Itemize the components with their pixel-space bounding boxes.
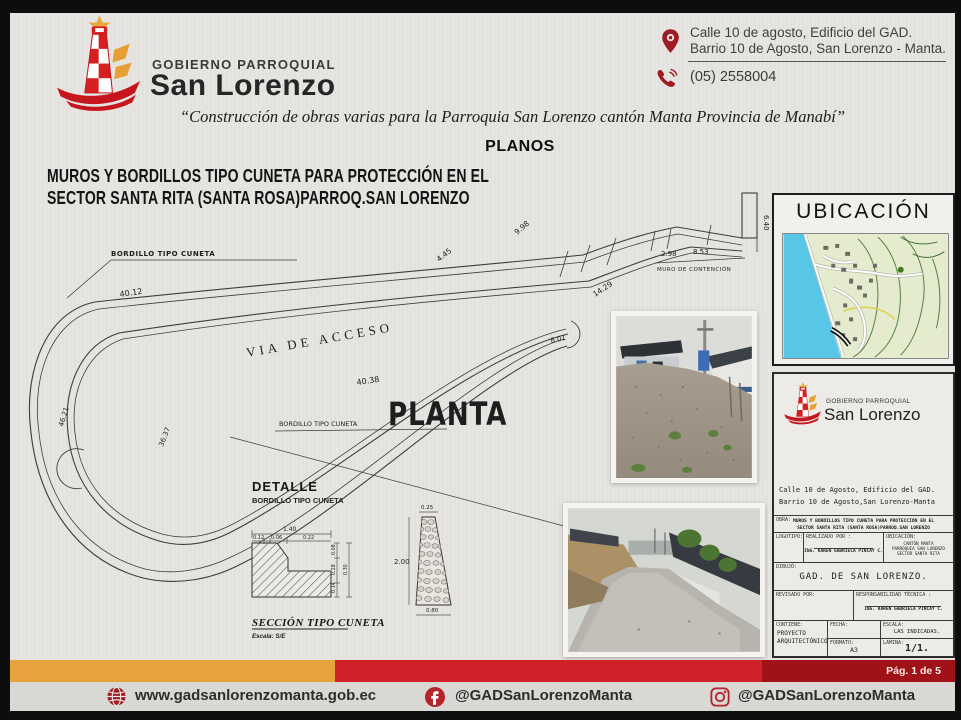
tb-contiene-line1: PROYECTO bbox=[777, 630, 806, 637]
globe-icon bbox=[106, 686, 127, 707]
ubicacion-title: UBICACIÓN bbox=[796, 200, 931, 223]
contact-divider bbox=[688, 61, 946, 62]
gad-lighthouse-logo bbox=[52, 15, 147, 119]
dim-0-22: 0.22 bbox=[303, 535, 315, 541]
tb-escala-label: ESCALA: bbox=[883, 622, 905, 628]
tb-lighthouse-logo bbox=[782, 382, 824, 428]
tb-realizado-cell bbox=[803, 532, 883, 562]
dim-8-53: 8.53 bbox=[693, 248, 709, 256]
tb-obra-cell bbox=[774, 515, 953, 532]
site-photo-road-image bbox=[568, 508, 760, 652]
tb-address-1: Calle 10 de Agosto, Edificio del GAD. bbox=[779, 486, 935, 494]
tb-lamina-label: LAMINA: bbox=[883, 640, 905, 646]
tb-formato-value: A3 bbox=[850, 646, 858, 654]
facebook-icon bbox=[424, 686, 446, 708]
tb-escala-value: LAS INDICADAS. bbox=[893, 629, 941, 635]
screen-bezel-right bbox=[955, 0, 961, 720]
tb-logo-cell bbox=[774, 374, 953, 515]
dim-0-28: 0.28 bbox=[332, 564, 337, 575]
tb-responsabilidad-name: ING. KAREN GABRIELA PINCAY C. bbox=[864, 607, 943, 612]
section-heading: PLANOS bbox=[485, 138, 555, 155]
dim-2-98: 2.98 bbox=[661, 250, 677, 258]
footer-instagram-handle: @GADSanLorenzoManta bbox=[738, 687, 916, 704]
footer-website: www.gadsanlorenzomanta.gob.ec bbox=[135, 687, 377, 704]
tb-responsabilidad-cell bbox=[853, 590, 953, 620]
dim-0-12: 0.12 bbox=[253, 535, 265, 541]
tb-contiene-cell bbox=[774, 620, 827, 656]
address-line-1: Calle 10 de agosto, Edificio del GAD. bbox=[690, 25, 913, 40]
plan-title-line2: SECTOR SANTA RITA (SANTA ROSA)PARROQ.SAN LORENZO bbox=[47, 188, 470, 208]
dim-wall-height: 2.00 bbox=[394, 558, 410, 566]
tb-formato-label: FORMATO: bbox=[830, 640, 855, 646]
dim-40-38: 40.38 bbox=[356, 374, 380, 387]
tb-ubicacion-line1: CANTÓN MANTA bbox=[903, 541, 934, 546]
tb-org-upper: GOBIERNO PARROQUIAL bbox=[826, 398, 911, 405]
tb-contiene-line2: ARQUITECTÓNICO bbox=[777, 638, 828, 645]
dim-4-45: 4.45 bbox=[434, 246, 454, 264]
tb-dibujo-label: DIBUJÓ: bbox=[776, 564, 798, 570]
tb-responsabilidad-label: RESPONSABILIDAD TÉCNICA : bbox=[856, 592, 932, 598]
ubicacion-panel bbox=[772, 193, 955, 366]
screen-bezel-left bbox=[0, 0, 10, 720]
dim-46-21: 46.21 bbox=[57, 406, 71, 428]
tb-revisado-label: REVISADO POR: bbox=[776, 592, 816, 598]
tb-logotipo-label: LOGOTIPO: bbox=[776, 534, 804, 540]
dim-14-29: 14.29 bbox=[591, 279, 615, 299]
tb-obra-line1: MUROS Y BORDILLOS TIPO CUNETA PARA PROTECCIÓN EN EL bbox=[792, 519, 935, 524]
tb-obra-label: OBRA: bbox=[776, 517, 792, 523]
site-photo-slope-image bbox=[616, 316, 752, 478]
bordillo-label-1: BORDILLO TIPO CUNETA bbox=[111, 250, 216, 258]
tb-address-2: Barrio 10 de Agosto,San Lorenzo-Manta bbox=[779, 498, 935, 506]
page-badge: Pág. 1 de 5 bbox=[762, 660, 955, 682]
dim-1-40: 1.40 bbox=[283, 526, 297, 533]
tb-contiene-label: CONTIENE: bbox=[776, 622, 804, 628]
tb-lamina-cell bbox=[880, 638, 953, 656]
org-upper-title: GOBIERNO PARROQUIAL bbox=[152, 57, 336, 72]
scale-label: Escala: S/E bbox=[252, 633, 286, 640]
tb-revisado-cell bbox=[774, 590, 853, 620]
phone-number: (05) 2558004 bbox=[690, 69, 777, 85]
footer-stripe-yellow bbox=[10, 660, 335, 682]
tb-ubicacion-cell bbox=[883, 532, 953, 562]
tb-org-name: San Lorenzo bbox=[824, 405, 921, 424]
address-line-2: Barrio 10 de Agosto, San Lorenzo - Manta. bbox=[690, 41, 946, 56]
dim-6-40: 6.40 bbox=[762, 215, 770, 231]
tb-logotipo-cell bbox=[774, 532, 803, 562]
detail-subheading: BORDILLO TIPO CUNETA bbox=[252, 496, 344, 505]
detail-heading: DETALLE bbox=[252, 479, 318, 494]
tb-realizado-name: ING. KAREN GABRIELA PINCAY C. bbox=[804, 549, 883, 554]
tb-ubicacion-label: UBICACIÓN: bbox=[886, 534, 917, 540]
tb-lamina-value: 1/1. bbox=[904, 643, 930, 654]
tb-realizado-label: REALIZADO POR : bbox=[806, 534, 852, 540]
dim-wall-top: 0.25 bbox=[421, 505, 434, 511]
section-label: SECCIÓN TIPO CUNETA bbox=[252, 617, 385, 629]
plan-title-line1: MUROS Y BORDILLOS TIPO CUNETA PARA PROTECCIÓN EN EL bbox=[47, 166, 489, 186]
tb-escala-cell bbox=[880, 620, 953, 638]
footer-facebook-handle: @GADSanLorenzoManta bbox=[455, 687, 633, 704]
tb-fecha-cell bbox=[827, 620, 880, 638]
curb-section-shape bbox=[252, 543, 331, 597]
phone-icon bbox=[655, 68, 678, 89]
project-quote: “Construcción de obras varias para la Parroquia San Lorenzo cantón Manta Provincia de Manabí” bbox=[180, 107, 846, 126]
site-photo-road bbox=[563, 503, 765, 657]
road-label: VIA DE ACCESO bbox=[244, 319, 395, 360]
tb-dibujo-value: GAD. DE SAN LORENZO. bbox=[799, 572, 928, 582]
dim-wall-base: 0.80 bbox=[426, 608, 439, 614]
dim-0-06: 0.06 bbox=[271, 535, 283, 541]
location-map bbox=[782, 233, 949, 359]
instagram-icon bbox=[710, 687, 730, 707]
view-label: PLANTA bbox=[388, 395, 508, 433]
site-photo-slope bbox=[611, 311, 757, 483]
title-block bbox=[772, 372, 955, 658]
tb-obra-line2: SECTOR SANTA RITA (SANTA ROSA)PARROQ.SAN LORENZO bbox=[797, 525, 930, 531]
dim-0-14: 0.14 bbox=[332, 582, 337, 593]
tb-dibujo-cell bbox=[774, 562, 953, 590]
dim-0-08: 0.08 bbox=[332, 544, 337, 555]
dim-0-30: 0.30 bbox=[344, 564, 349, 575]
tb-ubicacion-line2: PARROQUIA SAN LORENZO bbox=[892, 546, 945, 551]
bordillo-label-2: BORDILLO TIPO CUNETA bbox=[279, 420, 358, 428]
tb-formato-cell bbox=[827, 638, 880, 656]
tb-ubicacion-line3: SECTOR SANTA RITA bbox=[897, 551, 940, 556]
dim-36-37: 36.37 bbox=[157, 426, 173, 448]
screen-bezel-top bbox=[0, 0, 961, 13]
detail-section bbox=[252, 479, 451, 640]
dim-8-01: 8.01 bbox=[549, 333, 567, 345]
footer-stripe-red bbox=[335, 660, 762, 682]
tb-fecha-label: FECHA: bbox=[830, 622, 849, 628]
org-name: San Lorenzo bbox=[150, 69, 336, 102]
location-pin-icon bbox=[660, 28, 681, 55]
muro-label: MURO DE CONTENCIÓN bbox=[657, 267, 732, 273]
footer-bar bbox=[10, 682, 955, 711]
dim-9-98: 9.98 bbox=[512, 218, 532, 237]
dim-40-12: 40.12 bbox=[119, 286, 143, 299]
